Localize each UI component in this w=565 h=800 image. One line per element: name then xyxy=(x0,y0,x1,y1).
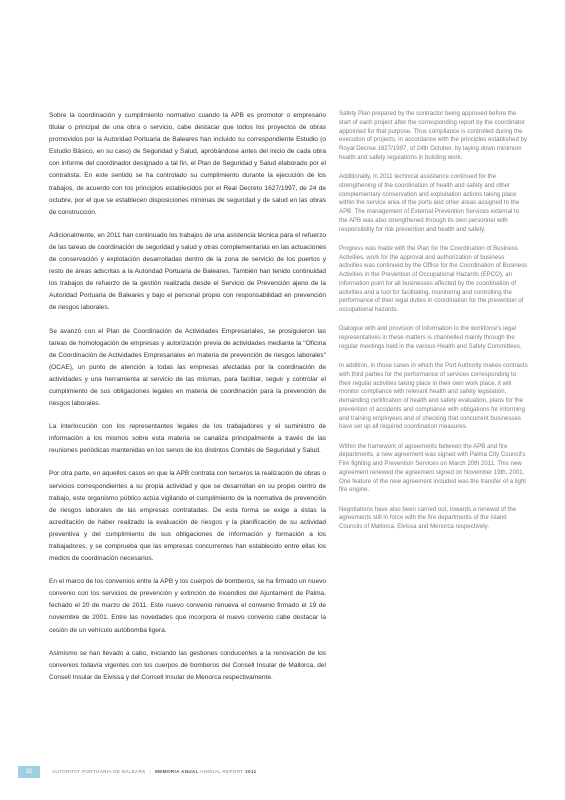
paragraph-en-6: Within the framework of agreements between the APB and fire departments, a new agreement was signed with Palma City Council's Fire fighting and Prevention Services on March 20th 2011. This new agreement renewed the agreement signed on November 19th, 2001. One feature of the new agreement included was the transfer of a light fire engine. xyxy=(339,442,526,494)
paragraph-en-7: Negotiations have also been carried out, towards a renewal of the agreements still in force with the fire departments of the Island Councils of Mallorca, Eivissa and Menorca respectively. xyxy=(339,505,517,530)
footer-year: 2011 xyxy=(245,769,257,774)
paragraph-en-1: Safety Plan prepared by the contractor being approved before the start of each project after the corresponding report by the coordinator appointed for that purpose. Thus compliance is controlled during the execution of projects, in accordance with the principles established by Royal Decree 1627/1997, of 24th October, by laying down minimum health and safety regulations in building work. xyxy=(339,110,527,161)
footer-org-name: AUTORITAT PORTUÀRIA DE BALEARS xyxy=(52,769,146,774)
spanish-text-column xyxy=(49,110,326,695)
page-footer xyxy=(0,766,565,780)
footer-separator: | xyxy=(149,769,152,774)
paragraph-es-7: Asimismo se han llevado a cabo, iniciando las gestiones conducentes a la renovación de los convenios todavía vigentes con los cuerpos de bomberos del Consell Insular de Mallorca, del Consell Insular de Eivissa y del Consell Insular de Menorca respectivamente. xyxy=(49,649,326,681)
paragraph-en-5: In addition, in those cases in which the Port Authority makes contracts with third parties for the performance of services corresponding to their regular activities taking place in their own work place, it will monitor compliance with relevant health and safety legislation, demanding certification of health and safety evaluation, plans for the prevention of accidents and compliance with obligations for informing and training employees and of checking that concurrent businesses have set up all required coordination measures. xyxy=(339,362,528,431)
english-text-column xyxy=(339,110,529,542)
paragraph-es-1: Sobre la coordinación y cumplimiento normativo cuando la APB es promotor o empresario titular o principal de una obra o servicio, cabe destacar que todos los proyectos de obras promovidos por la Autoridad Portuaria de Baleares han incluido su correspondiente Estudio (o Estudio Básico, en su caso) de Seguridad y Salud, aprobándose antes del inicio de cada obra con informe del coordinador designado a tal fin, el Plan de Seguridad y Salud elaborado por el contratista. En este sentido se ha controlado su cumplimiento durante la ejecución de los trabajos, de acuerdo con los principios establecidos por el Real Decreto 1627/1997, de 24 de octubre, por el que se establecen disposiciones mínimas de seguridad y de salud en las obras de construcción. xyxy=(49,112,326,216)
paragraph-es-2: Adicionalmente, en 2011 han continuado los trabajos de una asistencia técnica para el refuerzo de las tareas de coordinación de seguridad y salud y otras complementarias en las actuaciones de conservación y explotación desarrolladas dentro de la zona de servicio de los puertos y resto de áreas adscritas a la Autoridad Portuaria de Baleares. También han tenido continuidad los trabajos de refuerzo de la gestión realizada desde el Servicio de Prevención ajeno de la Autoridad Portuaria de Baleares y bajo el personal propio con responsabilidad en prevención de riesgos laborales. xyxy=(49,231,326,312)
paragraph-en-2: Additionally, in 2011 technical assistance continued for the strengthening of the coordination of health and safety and other complementary conservation and exploitation actions taking place within the service area of the ports and other areas assigned to the APB. The management of External Prevention Services external to the APB was also strengthened through its own personnel with responsibility for risk prevention and health and safety. xyxy=(339,173,520,233)
paragraph-es-6: En el marco de los convenios entre la APB y los cuerpos de bomberos, se ha firmado un nuevo convenio con los servicios de prevención y extinción de incendios del Ajuntament de Palma, fechado el 20 de marzo de 2011. Este nuevo convenio renueva el convenio firmado el 19 de noviembre de 2001. Entre las novedades que incorpora el nuevo convenio cabe destacar la cesión de un vehículo autobomba ligera. xyxy=(49,578,326,634)
footer-report-subtitle: ANNUAL REPORT xyxy=(200,769,244,774)
page-number-badge: 30 xyxy=(18,766,40,778)
paragraph-en-4: Dialogue with and provision of information to the workforce's legal representatives in these matters is channelled mainly through the regular meetings held in the various Health and Safety Committees. xyxy=(339,325,522,350)
paragraph-en-3: Progress was made with the Plan for the Coordination of Business Activities, work for the approval and authorization of business activities was continued by the Office for the Coordination of Business Activities in the Prevention of Occupational Hazards (EPCO), an information point for all businesses affected by the coordination of activities and a tool for facilitating, monitoring and controlling the performance of their legal duties in coordination for the prevention of occupational hazards. xyxy=(339,244,528,313)
paragraph-es-4: La interlocución con los representantes legales de los trabajadores y el suministro de información a los mismos sobre esta materia se canaliza principalmente a través de las reuniones periódicas mantenidas en los senos de los distintos Comités de Seguridad y Salud. xyxy=(49,423,326,455)
paragraph-es-5: Por otra parte, en aquellos casos en que la APB contrata con terceros la realización de obras o servicios correspondientes a su propia actividad y que se desarrollan en su propio centro de trabajo, este organismo público actúa vigilando el cumplimiento de la normativa de prevención de riesgos laborales de las empresas contratadas. De esta forma se exige a éstas la acreditación de haber realizado la evaluación de riesgos y la planificación de su actividad preventiva y del cumplimiento de sus obligaciones de información y formación a los trabajadores, y se comprueba que las empresas concurrentes han establecido entre ellas los medios de coordinación necesarios. xyxy=(49,470,326,563)
footer-running-title xyxy=(52,766,257,778)
footer-report-title: MEMORIA ANUAL xyxy=(155,769,199,774)
paragraph-es-3: Se avanzó con el Plan de Coordinación de Actividades Empresariales, se prosiguieron las tareas de homologación de empresas y autorización previa de actividades mediante la "Oficina de Coordinación de Actividades Empresariales en materia de prevención de riesgos laborales" (OCAE), un punto de atención a todas las empresas afectadas por la coordinación de actividades y una herramienta al servicio de las mismas, para facilitar, seguir y controlar el cumplimiento de sus obligaciones legales en materia de coordinación para la prevención de riesgos laborales. xyxy=(49,327,326,408)
